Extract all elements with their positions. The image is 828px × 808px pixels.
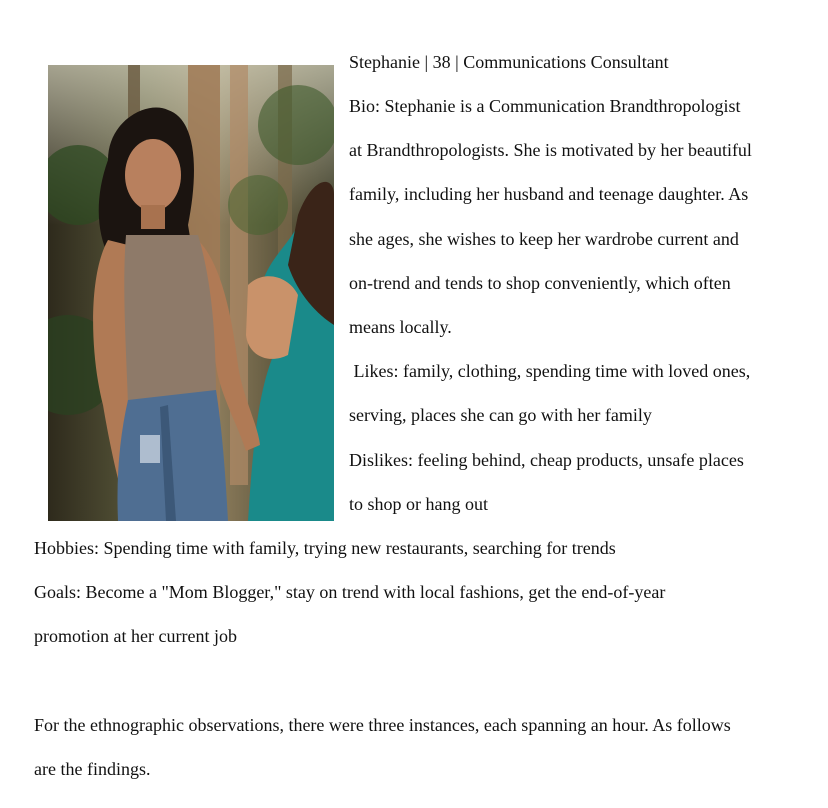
- likes-line: Likes: family, clothing, spending time with loved ones,: [349, 361, 751, 381]
- bio-line: she ages, she wishes to keep her wardrobe current and: [349, 229, 739, 249]
- dislikes-line: Dislikes: feeling behind, cheap products, unsafe places: [349, 450, 744, 470]
- bio-line: means locally.: [349, 317, 452, 337]
- dislikes-line: to shop or hang out: [349, 494, 488, 514]
- goals-line: promotion at her current job: [34, 626, 237, 646]
- persona-photo: [48, 65, 334, 521]
- bio-line: family, including her husband and teenage daughter. As: [349, 184, 749, 204]
- likes-line: serving, places she can go with her family: [349, 405, 652, 425]
- bio-line: on-trend and tends to shop conveniently, which often: [349, 273, 731, 293]
- persona-header: Stephanie | 38 | Communications Consultant: [349, 52, 669, 72]
- goals-line: Goals: Become a "Mom Blogger," stay on trend with local fashions, get the end-of-year: [34, 582, 666, 602]
- observations-line: For the ethnographic observations, there were three instances, each spanning an hour. As follows: [34, 715, 731, 735]
- hobbies-line: Hobbies: Spending time with family, trying new restaurants, searching for trends: [34, 538, 616, 558]
- bio-line: at Brandthropologists. She is motivated by her beautiful: [349, 140, 752, 160]
- bio-line: Bio: Stephanie is a Communication Brandthropologist: [349, 96, 741, 116]
- observations-line: are the findings.: [34, 759, 151, 779]
